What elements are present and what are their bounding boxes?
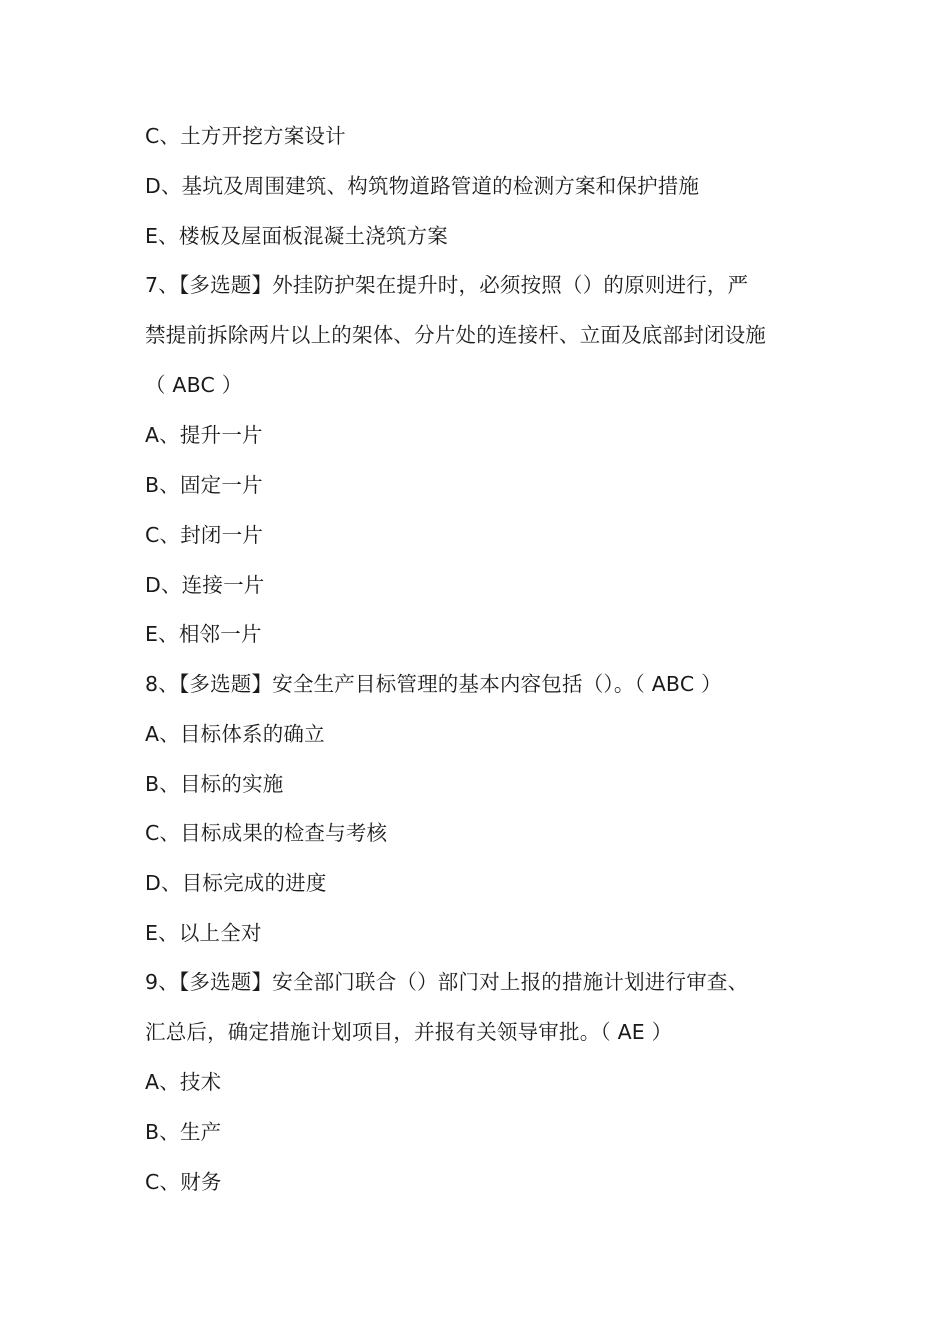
option-b-q9: B、生产 xyxy=(145,1120,222,1144)
option-e-q7: E、相邻一片 xyxy=(145,622,262,646)
option-c-q6: C、土方开挖方案设计 xyxy=(145,124,346,148)
question-9-line-1: 9、【多选题】安全部门联合（）部门对上报的措施计划进行审查、 xyxy=(145,970,749,994)
option-c-q9: C、财务 xyxy=(145,1170,222,1194)
question-7-line-1: 7、【多选题】外挂防护架在提升时，必须按照（）的原则进行，严 xyxy=(145,273,749,297)
option-d-q7: D、连接一片 xyxy=(145,573,265,597)
option-e-q8: E、以上全对 xyxy=(145,921,262,945)
option-c-q7: C、封闭一片 xyxy=(145,523,264,547)
option-d-q6: D、基坑及周围建筑、构筑物道路管道的检测方案和保护措施 xyxy=(145,174,700,198)
option-d-q8: D、目标完成的进度 xyxy=(145,871,327,895)
option-a-q8: A、目标体系的确立 xyxy=(145,722,325,746)
option-c-q8: C、目标成果的检查与考核 xyxy=(145,821,388,845)
option-b-q7: B、固定一片 xyxy=(145,473,263,497)
option-b-q8: B、目标的实施 xyxy=(145,772,284,796)
option-a-q9: A、技术 xyxy=(145,1070,222,1094)
question-7-line-2: 禁提前拆除两片以上的架体、分片处的连接杆、立面及底部封闭设施 xyxy=(145,323,766,347)
question-7-answer: （ ABC ） xyxy=(145,373,243,397)
option-a-q7: A、提升一片 xyxy=(145,423,263,447)
question-9-line-2: 汇总后，确定措施计划项目，并报有关领导审批。（ AE ） xyxy=(145,1020,673,1044)
option-e-q6: E、楼板及屋面板混凝土浇筑方案 xyxy=(145,224,448,248)
question-8: 8、【多选题】安全生产目标管理的基本内容包括（）。（ ABC ） xyxy=(145,672,722,696)
